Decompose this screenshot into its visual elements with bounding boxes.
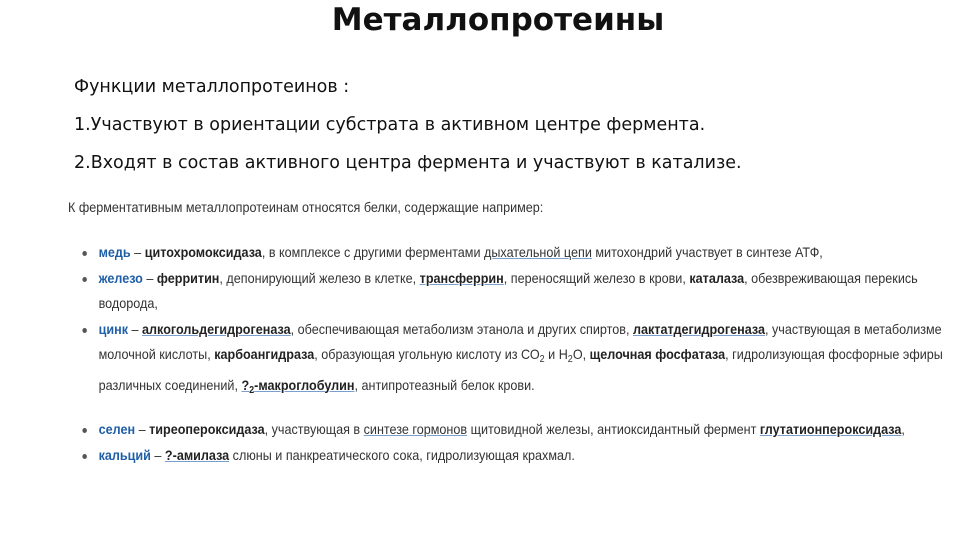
text: щитовидной железы, антиоксидантный фермент [467, 421, 760, 437]
slide-title: Металлопротеины [331, 2, 665, 38]
element-calcium: кальций [98, 446, 151, 463]
bullet-icon [82, 454, 87, 459]
enzyme-thyroperoxidase: тиреопероксидаза [149, 421, 265, 437]
text: , в комплексе с другими ферментами [261, 244, 484, 260]
link-amylase[interactable]: ?-амилаза [164, 446, 230, 463]
link-respiratory-chain[interactable]: дыхательной цепи [483, 244, 592, 260]
text: , обеспечивающая метаболизм этанола и других спиртов, [290, 320, 633, 337]
text: , участвующая в [264, 421, 364, 437]
element-zinc: цинк [98, 320, 129, 337]
protein-ferritin: ферритин [156, 269, 220, 286]
line [99, 291, 842, 317]
text: , [901, 421, 905, 437]
line [98, 266, 918, 292]
enzyme-catalase: каталаза [689, 269, 745, 286]
examples-intro: К ферментативным металлопротеинам относятся белки, содержащие например: [68, 199, 544, 215]
link-transferrin[interactable]: трансферрин [419, 269, 504, 286]
dash: – [142, 269, 157, 286]
dash: – [130, 244, 145, 260]
link-hormone-synthesis[interactable]: синтезе гормонов [363, 421, 468, 437]
dash: – [135, 421, 150, 437]
text: различных соединений, [98, 376, 242, 393]
text: , гидролизующая фосфорные эфиры [725, 346, 943, 362]
spacer [68, 403, 842, 417]
element-selenium: селен [98, 421, 136, 437]
list-item-selenium [68, 417, 905, 443]
text: , обезвреживающая перекись [744, 269, 918, 286]
list-item-zinc [68, 317, 943, 404]
element-copper: медь [98, 244, 131, 260]
text: , участвующая в метаболизме [765, 320, 942, 337]
line [99, 240, 842, 266]
bullet-icon [82, 428, 87, 433]
list-item-calcium [68, 443, 842, 469]
dash: – [128, 320, 143, 337]
dash: – [150, 446, 165, 463]
line [99, 373, 842, 404]
text: , депонирующий железо в клетке, [219, 269, 420, 286]
line [98, 417, 905, 443]
link-macroglobulin[interactable] [241, 376, 355, 396]
list-item-iron [68, 266, 918, 317]
functions-heading: Функции металлопротеинов : [74, 77, 350, 97]
subscript: 2 [567, 354, 573, 365]
subscript: 2 [249, 384, 255, 396]
text: , образующая угольную кислоту из СО [314, 346, 540, 362]
bullet-icon [82, 277, 87, 282]
link-lactate-dehydrogenase[interactable]: лактатдегидрогеназа [632, 320, 766, 337]
text: ? [241, 376, 250, 393]
function-item-1: 1.Участвуют в ориентации субстрата в активном центре фермента. [74, 115, 706, 135]
bullet-icon [82, 328, 87, 333]
enzyme-carbonic-anhydrase: карбоангидраза [214, 346, 315, 362]
bullet-icon [82, 251, 87, 256]
list-item-copper [68, 240, 842, 266]
text: , переносящий железо в крови, [503, 269, 690, 286]
text: -макроглобулин [254, 376, 355, 393]
function-item-2: 2.Входят в состав активного центра фермента и участвуют в катализе. [74, 153, 742, 173]
element-iron: железо [98, 269, 143, 286]
line [98, 342, 943, 373]
functions-block [74, 68, 742, 182]
text: , антипротеазный белок крови. [354, 376, 535, 393]
link-alcohol-dehydrogenase[interactable]: алкогольдегидрогеназа [142, 320, 291, 337]
text: водорода, [98, 295, 158, 311]
subscript: 2 [539, 354, 545, 365]
metalloprotein-examples [68, 196, 943, 468]
text: митохондрий участвует в синтезе АТФ, [591, 244, 823, 260]
line [99, 443, 842, 469]
line [98, 317, 942, 343]
text: О, [572, 346, 590, 362]
link-glutathione-peroxidase[interactable]: глутатионпероксидаза [759, 421, 902, 437]
enzyme-cytochrome-oxidase: цитохромоксидаза [144, 244, 262, 260]
text: и Н [544, 346, 568, 362]
enzyme-alkaline-phosphatase: щелочная фосфатаза [589, 346, 726, 362]
text: молочной кислоты, [98, 346, 215, 362]
text: слюны и панкреатического сока, гидролизующая крахмал. [229, 446, 575, 463]
